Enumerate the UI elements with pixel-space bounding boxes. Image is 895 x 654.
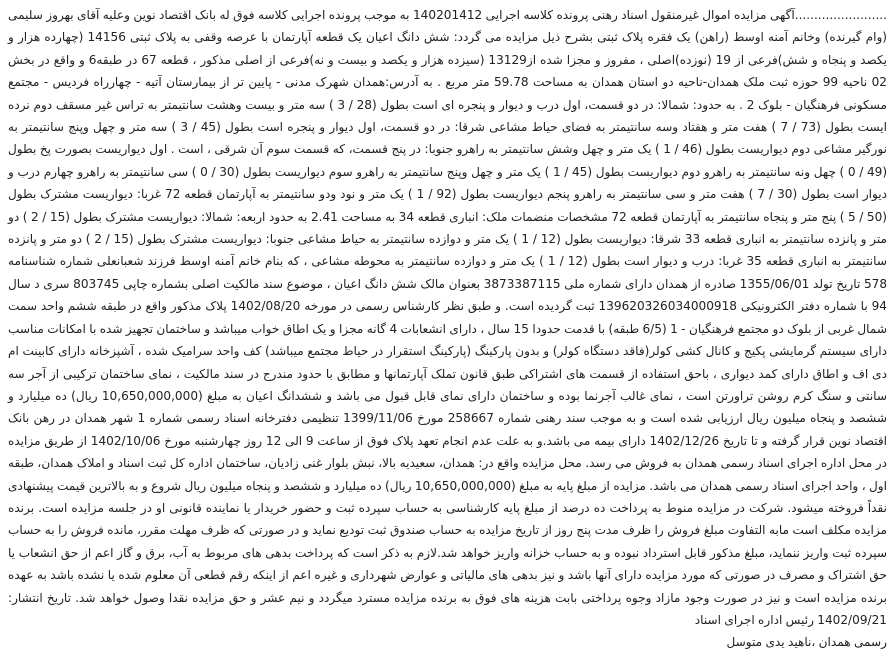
notice-signature: رسمی همدان ،ناهید یدی متوسل <box>726 635 887 650</box>
auction-notice-text: ........................آگهی مزایده اموال غیرمنقول اسناد رهنی پرونده کلاسه اجرایی 140201412 به موجب پرونده اجرایی کلاسه فوق له بانک اقتصاد نوین وعلیه آقای بهروز سلیمی (وام گیرنده) وخانم آمنه اوسط (راهن) یک فقره پلاک ثبتی بشرح ذیل مزایده می گردد: شش دانگ اعیان یک قطعه آپارتمان با عرصه وقفی به پلاک ثبتی 14156 (چهارده هزار و یکصد و پنجاه و شش)فرعی از 19 (نوزده)اصلی ، مفروز و مجزا شده از13129 (سیزده هزار و یکصد و بیست و نه)فرعی از اصلی مذکور ، قطعه 67 در طبقه6 و واقع در بخش 02 ناحیه 99 حوزه ثبت ملک همدان-ناحیه دو استان همدان به مساحت 59.78 متر مربع . به آدرس:همدان شهرک مدنی - پایین تر از بیمارستان آتیه - چهارراه فردیس - مجتمع مسکونی فرهنگیان - بلوک 2 . به حدود: شمالا: در دو قسمت، اول درب و دیوار و پنجره ای است بطول (28 / 3 ) سه متر و بیست وهشت سانتیمتر به تراس غیر مسقف دوم نرده ایست بطول (73 / 7 ) هفت متر و هفتاد وسه سانتیمتر به فضای حیاط مشاعی شرقا: در دو قسمت، اول دیوار و پنجره است بطول (45 / 3 ) سه متر و چهل وپنج سانتیمتر به نورگیر مشاعی دوم دیواریست بطول (46 / 1 ) یک متر و چهل وشش سانتیمتر به راهرو جنوبا: در پنج قسمت، که قسمت سوم آن شرقی ، است . اول دیواریست بصورت پخ بطول (49 / 0 ) چهل ونه سانتیمتر به راهرو دوم دیواریست بطول (45 / 1 ) یک متر و چهل وپنج سانتیمتر به راهرو سوم دیواریست بطول (30 / 0 ) سی سانتیمتر به راهرو چهارم درب و دیوار است بطول (30 / 7 ) هفت متر و سی سانتیمتر به راهرو پنجم دیواریست بطول (92 / 1 ) یک متر و نود ودو سانتیمتر به آپارتمان قطعه 72 غربا: دیواریست مشترک بطول (50 / 5 ) پنج متر و پنجاه سانتیمتر به آپارتمان قطعه 72 مشخصات منضمات ملک: انباری قطعه 34 به مساحت 2.41 به حدود اربعه: شمالا: دیواریست مشترک بطول (15 / 2 ) دو متر و پانزده سانتیمتر به انباری قطعه 33 شرقا: دیواریست بطول (12 / 1 ) یک متر و دوازده سانتیمتر به حیاط مشاعی جنوبا: دیواریست مشترک بطول (15 / 2 ) دو متر و پانزده سانتیمتر به انباری قطعه 35 غربا: درب و دیوار است بطول (12 / 1 ) یک متر و دوازده سانتیمتر به محوطه مشاعی ، که بنام خانم آمنه اوسط فرزند شعبانعلی شماره شناسنامه 578 تاریخ تولد 1355/06/01 صادره از همدان دارای شماره ملی 3873387115 بعنوان مالک شش دانگ اعیان ، موضوع سند مالکیت اصلی بشماره چاپی 803745 سری د سال 94 با شماره دفتر الکترونیکی 139620326034000918 ثبت گردیده است. و طبق نظر کارشناس رسمی در مورخه 1402/08/20 پلاک مذکور واقع در طبقه ششم واحد سمت شمال غربی از بلوک دو مجتمع فرهنگیان - 1 (6/5 طبقه) با قدمت حدودا 15 سال ، دارای انشعابات 4 گانه مجزا و یک اطاق خواب میباشد و ساختمان تجهیز شده با امکانات مناسب دارای سیستم گرمایشی پکیج و کانال کشی کولر(فاقد دستگاه کولر) و بدون پارکینگ (پارکینگ استقرار در حیاط مجتمع میباشد) کف واحد سرامیک شده ، آشپزخانه دارای کابینت ام دی اف و اطاق دارای کمد دیواری ، باحق استفاده از قسمت های اشتراکی طبق قانون تملک آپارتمانها و مطابق با حدود مندرج در سند مالکیت ، نمای ساختمان ترکیبی از آجر سه سانتی و سنگ کرم روشن تراورتن است ، نمای غالب آجرنما بوده و ساختمان دارای نمای قابل قبول می باشد و ششدانگ اعیان به مبلغ (10,650,000,000 ریال) ده میلیارد و ششصد و پنجاه میلیون ریال ارزیابی شده است و به موجب سند رهنی شماره 258667 مورخ 1399/11/06 تنظیمی دفترخانه اسناد رسمی شماره 1 شهر همدان در رهن بانک اقتصاد نوین قرار گرفته و تا تاریخ 1402/12/26 دارای بیمه می باشد.و به علت عدم انجام تعهد پلاک فوق از ساعت 9 الی 12 روز چهارشنبه مورخ 1402/10/06 از طریق مزایده در محل اداره اجرای اسناد رسمی همدان به فروش می رسد. محل مزایده واقع در: همدان، سعیدیه بالا، نبش بلوار غنی زادیان، ساختمان اداره کل ثبت اسناد و املاک همدان، طبقه اول ، واحد اجرای اسناد رسمی همدان می باشد. مزایده از مبلغ پایه به مبلغ (10,650,000,000 ریال) ده میلیارد و ششصد و پنجاه میلیون ریال شروع و به بالاترین قیمت پیشنهادی نقداً فروخته میشود. شرکت در مزایده منوط به پرداخت ده درصد از مبلغ پایه کارشناسی به حساب سپرده ثبت و حضور خریدار یا نماینده قانونی او در جلسه مزایده است. برنده مزایده مکلف است مابه التفاوت مبلغ فروش را ظرف مدت پنج روز از تاریخ مزایده به حساب صندوق ثبت تودیع نماید و در صورتی که ظرف مهلت مقرر، مانده فروش را به حساب سپرده ثبت واریز ننماید، مبلغ مذکور قابل استرداد نبوده و به حساب خزانه واریز خواهد شد.لازم به ذکر است که پرداخت بدهی های مربوط به آب، برق و گاز اعم از حق انشعاب یا حق اشتراک و مصرف در صورتی که مورد مزایده دارای آنها باشد و نیز بدهی های مالیاتی و عوارض شهرداری و غیره اعم از اینکه رقم قطعی آن معلوم شده یا نشده باشد به عهده برنده مزایده است و نیز در صورت وجود مازاد وجوه پرداختی بابت هزینه های فوق به برنده مزایده مسترد میگردد و نیم عشر و حق مزایده نقدا وصول خواهد شد. تاریخ انتشار: 1402/09/21 رئیس اداره اجرای اسناد <box>8 8 888 627</box>
